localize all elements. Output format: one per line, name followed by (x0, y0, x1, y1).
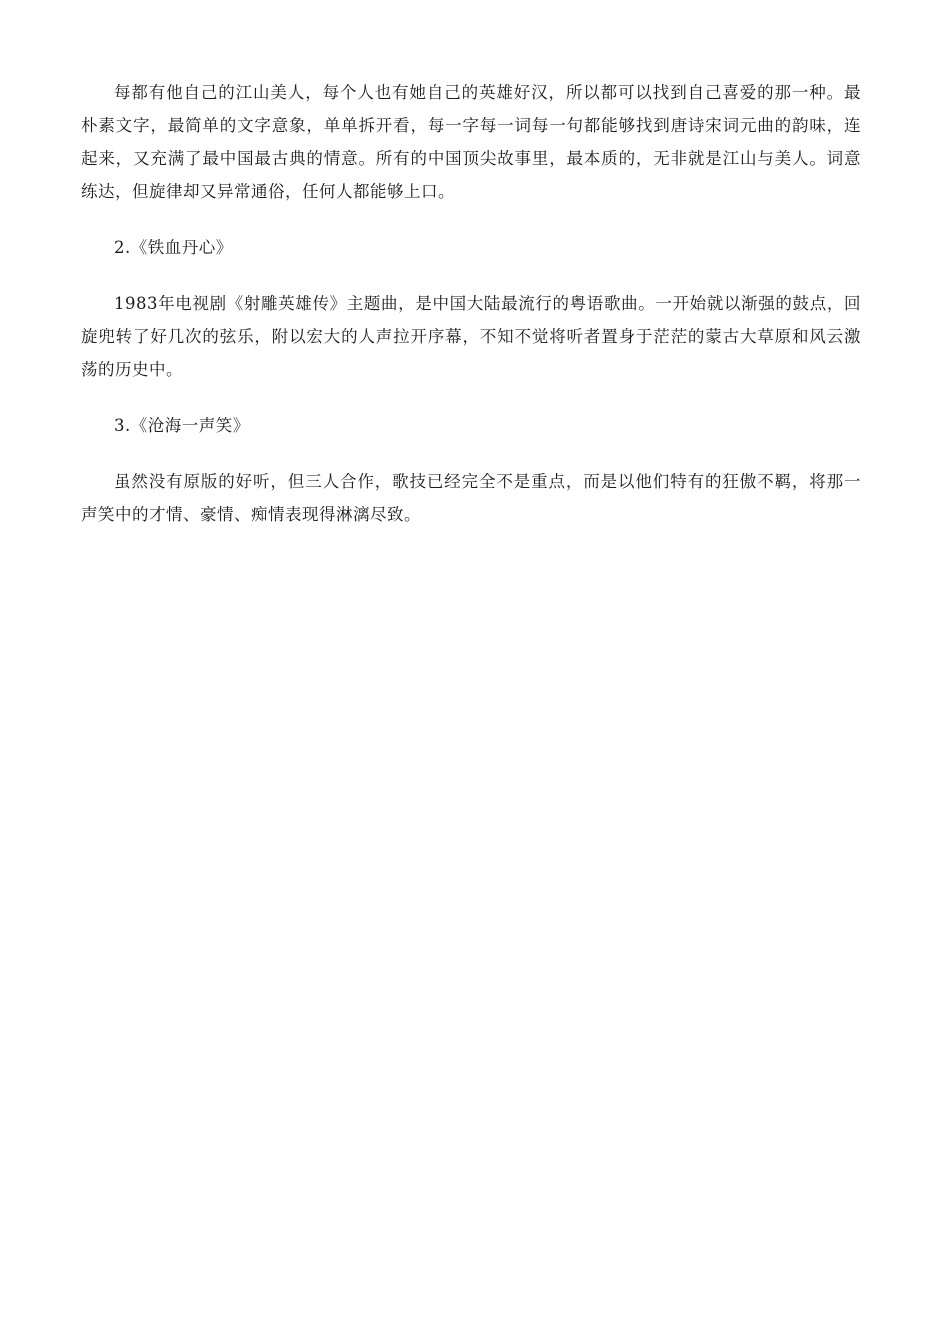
section-heading-tiexue-danxin: 2.《铁血丹心》 (114, 238, 233, 257)
paragraph-intro: 每都有他自己的江山美人，每个人也有她自己的英雄好汉，所以都可以找到自己喜爱的那一种。最朴素文字，最简单的文字意象，单单拆开看，每一字每一词每一句都能够找到唐诗宋词元曲的韵味，连起来，又充满了最中国最古典的情意。所有的中国顶尖故事里，最本质的，无非就是江山与美人。词意练达，但旋律却又异常通俗，任何人都能够上口。 (81, 83, 861, 201)
section-heading-canghai-yishengxiao: 3.《沧海一声笑》 (114, 416, 250, 435)
document-page (81, 76, 861, 531)
paragraph-tiexue-danxin: 1983年电视剧《射雕英雄传》主题曲，是中国大陆最流行的粤语歌曲。一开始就以渐强的鼓点，回旋兜转了好几次的弦乐，附以宏大的人声拉开序幕，不知不觉将听者置身于茫茫的蒙古大草原和风云激荡的历史中。 (81, 294, 861, 379)
paragraph-canghai-yishengxiao: 虽然没有原版的好听，但三人合作，歌技已经完全不是重点，而是以他们特有的狂傲不羁，将那一声笑中的才情、豪情、痴情表现得淋漓尽致。 (81, 472, 861, 524)
